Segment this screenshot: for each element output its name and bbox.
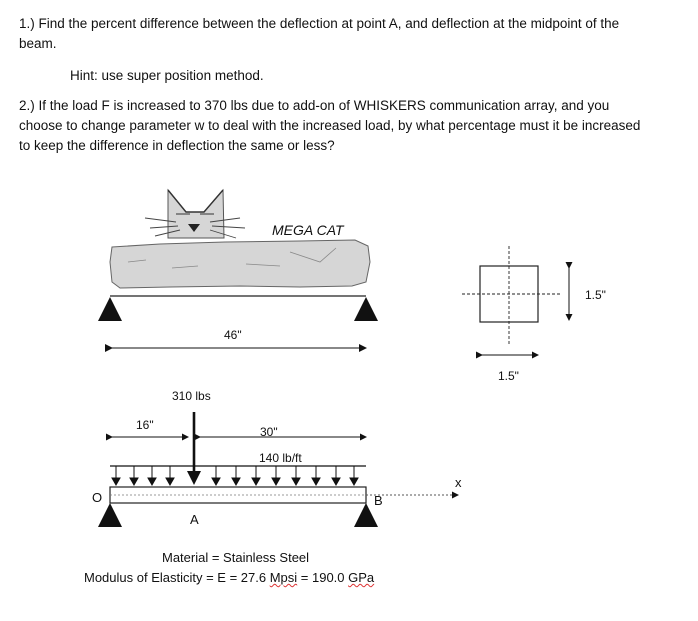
cat-drawing	[98, 190, 378, 348]
cat-label: MEGA CAT	[272, 222, 344, 238]
x-axis-label: x	[455, 475, 462, 490]
dist-b-label: 30"	[260, 425, 278, 439]
height-label: 1.5"	[585, 288, 606, 302]
question-2-line-3: to keep the difference in deflection the same or less?	[19, 138, 335, 153]
distributed-load-arrows	[112, 466, 358, 485]
left-support-top	[98, 297, 122, 321]
width-label: 1.5"	[498, 369, 519, 383]
material-line: Material = Stainless Steel	[162, 550, 310, 565]
question-2-line-2: choose to change parameter w to deal with the increased load, by what percentage must it be increased	[19, 118, 641, 133]
modulus-line: Modulus of Elasticity = E = 27.6 Mpsi = 190.0 GPa	[84, 570, 375, 585]
point-load-label: 310 lbs	[172, 389, 211, 403]
question-1-line-2: beam.	[19, 36, 57, 51]
point-b-label: B	[374, 493, 383, 508]
hint-text: Hint: use super position method.	[70, 68, 264, 83]
right-support-top	[354, 297, 378, 321]
dist-a-label: 16"	[136, 418, 154, 432]
left-support-bottom	[98, 503, 122, 527]
point-load-arrowhead	[187, 471, 201, 485]
span-label: 46"	[224, 328, 242, 342]
origin-label: O	[92, 490, 103, 505]
question-2-line-1: 2.) If the load F is increased to 370 lbs due to add-on of WHISKERS communication array, and you	[19, 98, 610, 113]
cross-section	[462, 246, 569, 355]
point-a-label: A	[190, 512, 199, 527]
distributed-load-label: 140 lb/ft	[259, 451, 302, 465]
question-1-line-1: 1.) Find the percent difference between the deflection at point A, and deflection at the midpoint of the	[19, 16, 620, 31]
